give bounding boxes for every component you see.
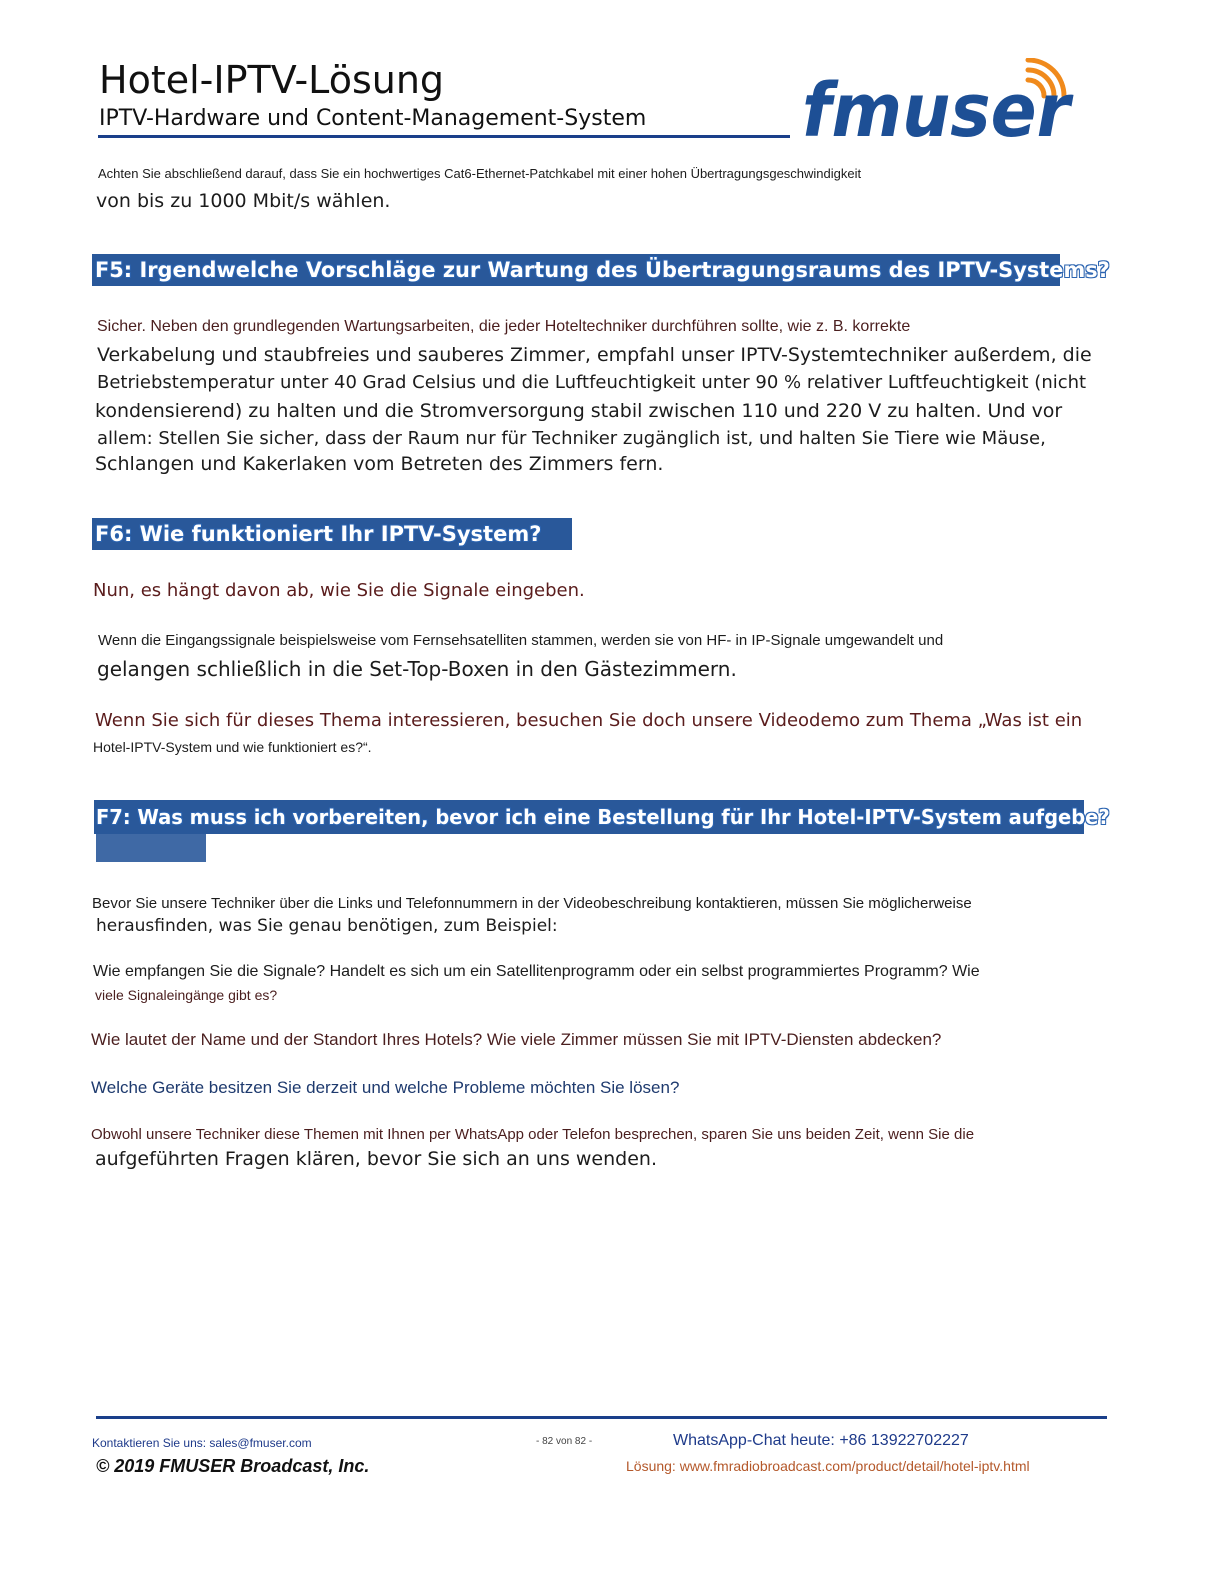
f5-line-2: Verkabelung und staubfreies und sauberes Zimmer, empfahl unser IPTV-Systemtechniker außerdem, die	[97, 344, 1092, 366]
f6-paragraph-1: Nun, es hängt davon ab, wie Sie die Signale eingeben.	[93, 580, 585, 601]
f5-line-5: allem: Stellen Sie sicher, dass der Raum nur für Techniker zugänglich ist, und halten Sie Tiere wie Mäuse,	[97, 428, 1046, 449]
f7-heading-band-tail	[96, 834, 206, 862]
f7-p1-line-2: herausfinden, was Sie genau benötigen, zum Beispiel:	[96, 916, 558, 936]
f7-q1-line-1: Wie empfangen Sie die Signale? Handelt es sich um ein Satellitenprogramm oder ein selbst programmiertes Programm? Wie	[93, 963, 980, 980]
f5-line-1: Sicher. Neben den grundlegenden Wartungsarbeiten, die jeder Hoteltechniker durchführen sollte, wie z. B. korrekte	[97, 318, 911, 335]
f6-p3-line-1: Wenn Sie sich für dieses Thema interessieren, besuchen Sie doch unsere Videodemo zum Thema „Was ist ein	[95, 710, 1083, 731]
f7-p1-line-1: Bevor Sie unsere Techniker über die Links und Telefonnummern in der Videobeschreibung kontaktieren, müssen Sie möglicherweise	[92, 895, 972, 912]
f6-p3-line-2: Hotel-IPTV-System und wie funktioniert es?“.	[93, 739, 372, 755]
f6-p2-line-1: Wenn die Eingangssignale beispielsweise vom Fernsehsatelliten stammen, werden sie von HF- in IP-Signale umgewandelt und	[98, 632, 944, 649]
f6-heading: F6: Wie funktioniert Ihr IPTV-System?	[95, 522, 542, 546]
footer-solution-link[interactable]: Lösung: www.fmradiobroadcast.com/product/detail/hotel-iptv.html	[626, 1458, 1030, 1474]
f7-p2-line-2: aufgeführten Fragen klären, bevor Sie sich an uns wenden.	[95, 1148, 657, 1170]
footer-whatsapp[interactable]: WhatsApp-Chat heute: +86 13922702227	[673, 1432, 969, 1449]
f7-heading: F7: Was muss ich vorbereiten, bevor ich eine Bestellung für Ihr Hotel-IPTV-System aufgebe?	[96, 805, 1110, 829]
fmuser-logo	[800, 58, 1080, 148]
f6-p2-line-2: gelangen schließlich in die Set-Top-Boxen in den Gästezimmern.	[97, 657, 737, 681]
footer-copyright: © 2019 FMUSER Broadcast, Inc.	[96, 1456, 370, 1476]
f5-line-6: Schlangen und Kakerlaken vom Betreten des Zimmers fern.	[95, 453, 664, 475]
f5-line-3: Betriebstemperatur unter 40 Grad Celsius und die Luftfeuchtigkeit unter 90 % relativer Luftfeuchtigkeit (nicht	[97, 372, 1087, 393]
logo-text: fmuser	[802, 68, 1075, 148]
intro-line-2: von bis zu 1000 Mbit/s wählen.	[96, 190, 391, 212]
f7-p2-line-1: Obwohl unsere Techniker diese Themen mit Ihnen per WhatsApp oder Telefon besprechen, sparen Sie uns beiden Zeit, wenn Sie die	[91, 1126, 975, 1143]
document-title: Hotel-IPTV-Lösung	[99, 58, 445, 102]
f5-heading: F5: Irgendwelche Vorschläge zur Wartung des Übertragungsraums des IPTV-Systems?	[95, 258, 1110, 282]
header-rule	[98, 135, 790, 138]
document-subtitle: IPTV-Hardware und Content-Management-System	[99, 106, 647, 131]
intro-line-1: Achten Sie abschließend darauf, dass Sie ein hochwertiges Cat6-Ethernet-Patchkabel mit einer hohen Übertragungsgeschwindigkeit	[98, 166, 862, 181]
f7-q2: Wie lautet der Name und der Standort Ihres Hotels? Wie viele Zimmer müssen Sie mit IPTV-Diensten abdecken?	[91, 1030, 942, 1049]
footer-contact[interactable]: Kontaktieren Sie uns: sales@fmuser.com	[92, 1436, 312, 1450]
page-number: - 82 von 82 -	[536, 1436, 593, 1447]
footer-rule	[96, 1416, 1107, 1419]
f5-line-4: kondensierend) zu halten und die Stromversorgung stabil zwischen 110 und 220 V zu halten. Und vor	[95, 400, 1063, 422]
f7-q3: Welche Geräte besitzen Sie derzeit und welche Probleme möchten Sie lösen?	[91, 1078, 680, 1097]
f7-q1-line-2: viele Signaleingänge gibt es?	[95, 987, 278, 1003]
